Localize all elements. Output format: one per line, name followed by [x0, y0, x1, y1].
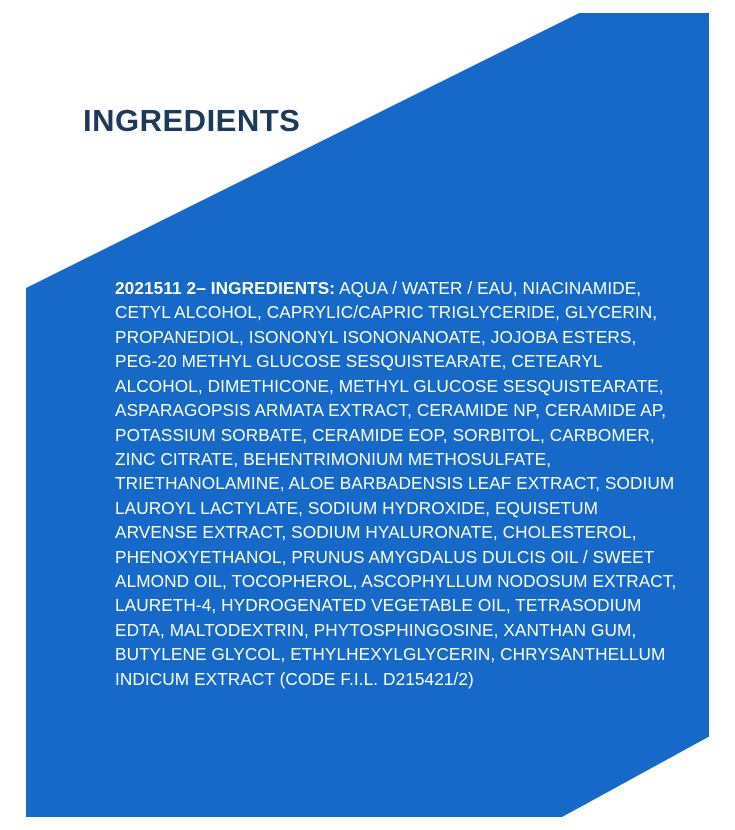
ingredients-code-label: 2021511 2– INGREDIENTS:: [115, 278, 336, 298]
page-title: INGREDIENTS: [83, 103, 301, 138]
ingredients-text-block: [115, 276, 677, 691]
ingredients-list-text: AQUA / WATER / EAU, NIACINAMIDE, CETYL ALCOHOL, CAPRYLIC/CAPRIC TRIGLYCERIDE, GLYCERIN, PROPANEDIOL, ISONONYL ISONONANOATE, JOJOBA ESTERS, PEG-20 METHYL GLUCOSE SESQUISTEARATE, CETEARYL ALCOHOL, DIMETHICONE, METHYL GLUCOSE SESQUISTEARATE, ASPARAGOPSIS ARMATA EXTRACT, CERAMIDE NP, CERAMIDE AP, POTASSIUM SORBATE, CERAMIDE EOP, SORBITOL, CARBOMER, ZINC CITRATE, BEHENTRIMONIUM METHOSULFATE, TRIETHANOLAMINE, ALOE BARBADENSIS LEAF EXTRACT, SODIUM LAUROYL LACTYLATE, SODIUM HYDROXIDE, EQUISETUM ARVENSE EXTRACT, SODIUM HYALURONATE, CHOLESTEROL, PHENOXYETHANOL, PRUNUS AMYGDALUS DULCIS OIL / SWEET ALMOND OIL, TOCOPHEROL, ASCOPHYLLUM NODOSUM EXTRACT, LAURETH-4, HYDROGENATED VEGETABLE OIL, TETRASODIUM EDTA, MALTODEXTRIN, PHYTOSPHINGOSINE, XANTHAN GUM, BUTYLENE GLYCOL, ETHYLHEXYLGLYCERIN, CHRYSANTHELLUM INDICUM EXTRACT (CODE F.I.L. D215421/2): [115, 278, 677, 689]
